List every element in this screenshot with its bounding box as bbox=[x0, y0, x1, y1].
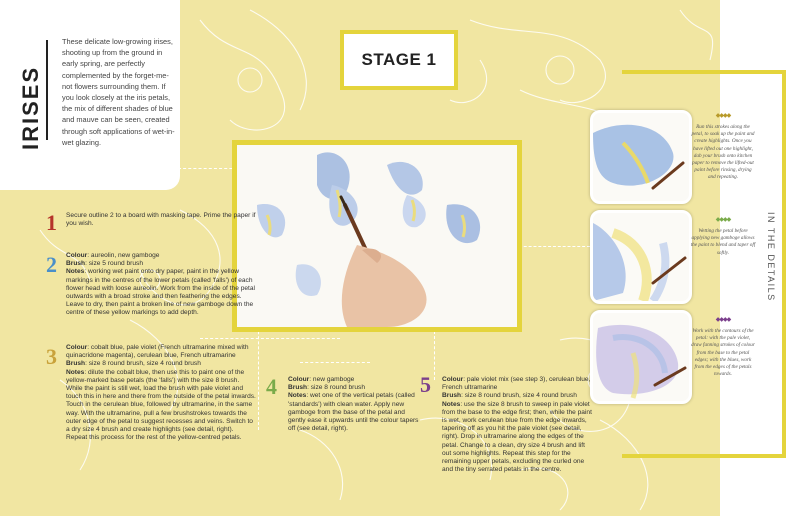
page-title: IRISES bbox=[18, 65, 43, 150]
connector-line bbox=[300, 362, 370, 363]
intro-text: These delicate low-growing irises, shooting up from the ground in early spring, are perfectly complemented by the forget-me-not flowers surrounding them. If you look closely at the iris petals, the mix of different shades of blue and mauve can be seen, created through soft applications of wet-in-wet glazing. bbox=[62, 37, 175, 147]
detail-text-3: Work with the contours of the petal: with the pale violet, draw fanning strokes of colour from the base to the petal edges; with the blues, work from the edges of the petals towards. bbox=[691, 328, 755, 378]
detail-diamonds-2: ◆◆◆◆ bbox=[715, 217, 731, 223]
detail-photo-2 bbox=[590, 210, 692, 304]
detail-photo-1 bbox=[590, 110, 692, 204]
step-3-text: Colour: cobalt blue, pale violet (French ultramarine mixed with quinacridone magenta), cerulean blue, French ultramarine Brush: size 8 round brush, size 4 round brush Notes: dilute the cobalt blue, then use this to paint one of the yellow-marked base petals (the 'falls') with the size 8 brush. While the paint is still wet, load the brush with pale violet and touch this in here and there from the outside of the petal inwards. Touch in the cerulean blue, followed by ultramarine, in the same way. With the ultramarine, pull a few brushstrokes towards the outer edge of the petal to suggest recesses and veins. Switch to a dry size 4 brush and create highlights (see detail, right). Repeat this process for the rest of the yellow-centred petals. bbox=[66, 344, 256, 442]
title-divider bbox=[46, 40, 48, 140]
step-number-2: 2 bbox=[46, 252, 57, 277]
step-number-3: 3 bbox=[46, 344, 57, 369]
step-5-text: Colour: pale violet mix (see step 3), cerulean blue, French ultramarine Brush: size 8 round brush, size 4 round brush Notes: use the size 8 brush to sweep in pale violet from the base to the edge first; then, while the paint is wet, work cerulean blue from the edge inwards, tapering off as you hit the pale violet (see detail, right). Drop in ultramarine along the edges of the petal. Change to a clean, dry size 4 brush and lift out some highlights. Repeat this step for the remaining upper petals, excluding the curled one and the tiny serrated petals in the centre. bbox=[442, 376, 592, 474]
step-1-text: Secure outline 2 to a board with masking tape. Prime the paper if you wish. bbox=[66, 212, 256, 228]
stage-label-box bbox=[340, 30, 458, 90]
connector-line bbox=[200, 338, 340, 339]
step-4-text: Colour: new gamboge Brush: size 8 round brush Notes: wet one of the vertical petals (called 'standards') with clean water. Apply new gamboge from the base of the petal and gently ease it upwards until the colour tapers off (see detail, right). bbox=[288, 376, 419, 433]
step-2-text: Colour: aureolin, new gamboge Brush: size 5 round brush Notes: working wet paint onto dry paper, paint in the yellow markings in the centres of the lower petals (called 'falls') of each flower head with loose aureolin. Work from the inside of the petal outwards with a broad stroke and then feathering the edges. Leave to dry, then paint a broken line of new gamboge down the centre of these yellow markings to add depth. bbox=[66, 252, 256, 317]
main-painting-photo bbox=[232, 140, 522, 332]
step-number-4: 4 bbox=[266, 374, 277, 399]
detail-text-2: Wetting the petal before applying new gamboge allows the paint to blend and taper off softly. bbox=[690, 228, 756, 256]
step-number-5: 5 bbox=[420, 372, 431, 397]
in-the-details-label: IN THE DETAILS bbox=[766, 212, 776, 302]
connector-line bbox=[514, 246, 590, 247]
detail-diamonds-3: ◆◆◆◆ bbox=[715, 317, 731, 323]
detail-text-1: Run this strokes along the petal, to soak up the paint and create highlights. Once you have lifted out one highlight, dab your brush onto kitchen paper to remove the lifted-out paint before rinsing, drying and repeating. bbox=[691, 124, 755, 181]
detail-photo-3 bbox=[590, 310, 692, 404]
detail-diamonds-1: ◆◆◆◆ bbox=[715, 113, 731, 119]
step-number-1: 1 bbox=[46, 210, 57, 235]
painting-illustration bbox=[237, 145, 517, 327]
stage-label: STAGE 1 bbox=[361, 50, 437, 69]
